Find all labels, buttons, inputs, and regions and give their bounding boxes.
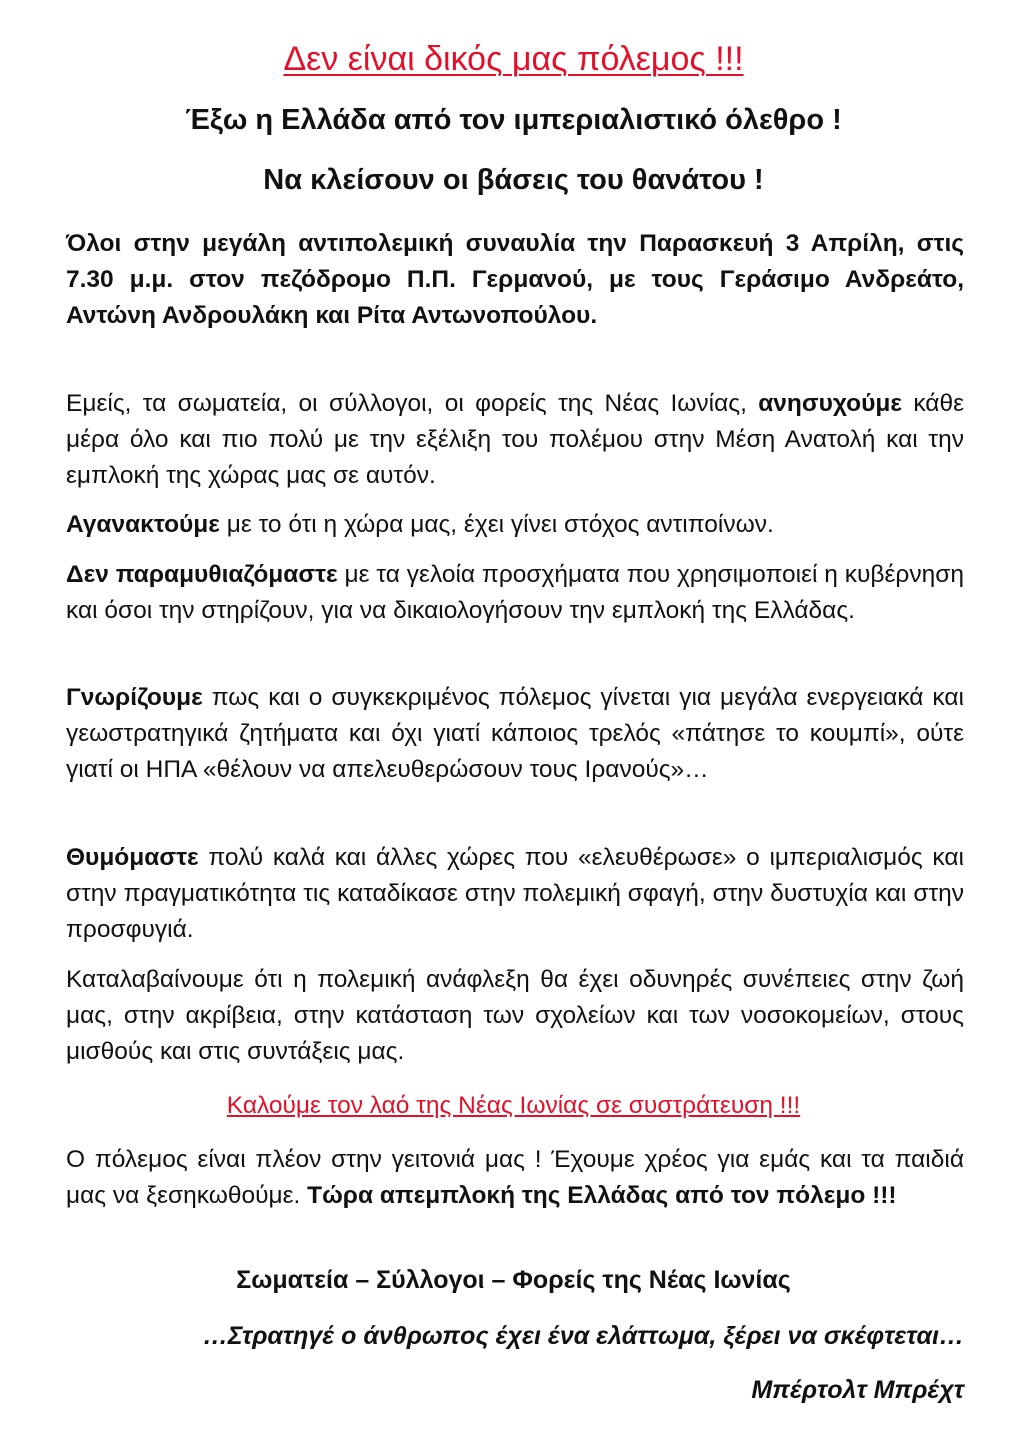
paragraph-text: κάθε μέρα όλο και πιο πολύ με την εξέλιξη του πολέμου στην Μέση Ανατολή και την εμπλοκή της χώρας μας σε αυτόν. — [66, 390, 964, 489]
closing-paragraph — [66, 1142, 964, 1214]
headline: Δεν είναι δικός μας πόλεμος !!! — [283, 40, 744, 78]
paragraph-text: Καταλαβαίνουμε ότι η πολεμική ανάφλεξη θα έχει οδυνηρές συνέπειες στην ζωή μας, στην ακρίβεια, στην κατάσταση των σχολείων και των νοσοκομείων, στους μισθούς και στις συντάξεις μας. — [66, 966, 964, 1065]
paragraph-we-know — [66, 680, 964, 788]
paragraph-not-fooled — [66, 557, 964, 629]
paragraph-text: Εμείς, τα σωματεία, οι σύλλογοι, οι φορείς της Νέας Ιωνίας, — [66, 390, 759, 417]
subheading-2: Να κλείσουν οι βάσεις του θανάτου ! — [263, 164, 764, 196]
paragraph-bold-lead: Δεν παραμυθιαζόμαστε — [66, 561, 338, 588]
paragraph-bold-lead: Αγανακτούμε — [66, 511, 220, 538]
paragraph-bold-lead: Θυμόμαστε — [66, 844, 199, 871]
paragraph-text: Ο πόλεμος είναι πλέον στην γειτονιά μας ! Έχουμε χρέος για εμάς και τα παιδιά μας να ξεσηκωθούμε. — [66, 1146, 964, 1209]
subheading-1: Έξω η Ελλάδα από τον ιμπεριαλιστικό όλεθρο ! — [185, 104, 842, 136]
paragraph-outrage — [66, 507, 964, 543]
brecht-quote: …Στρατηγέ ο άνθρωπος έχει ένα ελάττωμα, ξέρει να σκέφτεται… — [202, 1322, 964, 1350]
paragraph-concern — [66, 386, 964, 494]
closing-bold-demand: Τώρα απεμπλοκή της Ελλάδας από τον πόλεμο !!! — [307, 1182, 897, 1209]
call-to-action: Καλούμε τον λαό της Νέας Ιωνίας σε συστράτευση !!! — [226, 1092, 801, 1119]
paragraph-remember — [66, 840, 964, 948]
quote-author: Μπέρτολτ Μπρέχτ — [751, 1376, 964, 1404]
paragraph-text: με τα γελοία προσχήματα που χρησιμοποιεί η κυβέρνηση και όσοι την στηρίζουν, για να δικαιολογήσουν την εμπλοκή της Ελλάδας. — [66, 561, 964, 624]
paragraph-consequences — [66, 962, 964, 1070]
paragraph-bold-lead: Γνωρίζουμε — [66, 684, 203, 711]
paragraph-bold-lead: ανησυχούμε — [758, 390, 902, 417]
paragraph-text: πως και ο συγκεκριμένος πόλεμος γίνεται για μεγάλα ενεργειακά και γεωστρατηγικά ζητήματα και όχι γιατί κάποιος τρελός «πάτησε το κουμπί», ούτε γιατί οι ΗΠΑ «θέλουν να απελευθερώσουν τους Ιρανούς»… — [66, 684, 964, 783]
intro-paragraph: Όλοι στην μεγάλη αντιπολεμική συναυλία την Παρασκευή 3 Απρίλη, στις 7.30 μ.μ. στον πεζόδρομο Π.Π. Γερμανού, με τους Γεράσιμο Ανδρεάτο, Αντώνη Ανδρουλάκη και Ρίτα Αντωνοπούλου. — [66, 230, 964, 329]
paragraph-text: με το ότι η χώρα μας, έχει γίνει στόχος αντιποίνων. — [219, 511, 774, 538]
signatories: Σωματεία – Σύλλογοι – Φορείς της Νέας Ιωνίας — [236, 1266, 791, 1294]
paragraph-text: πολύ καλά και άλλες χώρες που «ελευθέρωσε» ο ιμπεριαλισμός και στην πραγματικότητα τις καταδίκασε στην πολεμική σφαγή, στην δυστυχία και στην προσφυγιά. — [66, 844, 964, 943]
